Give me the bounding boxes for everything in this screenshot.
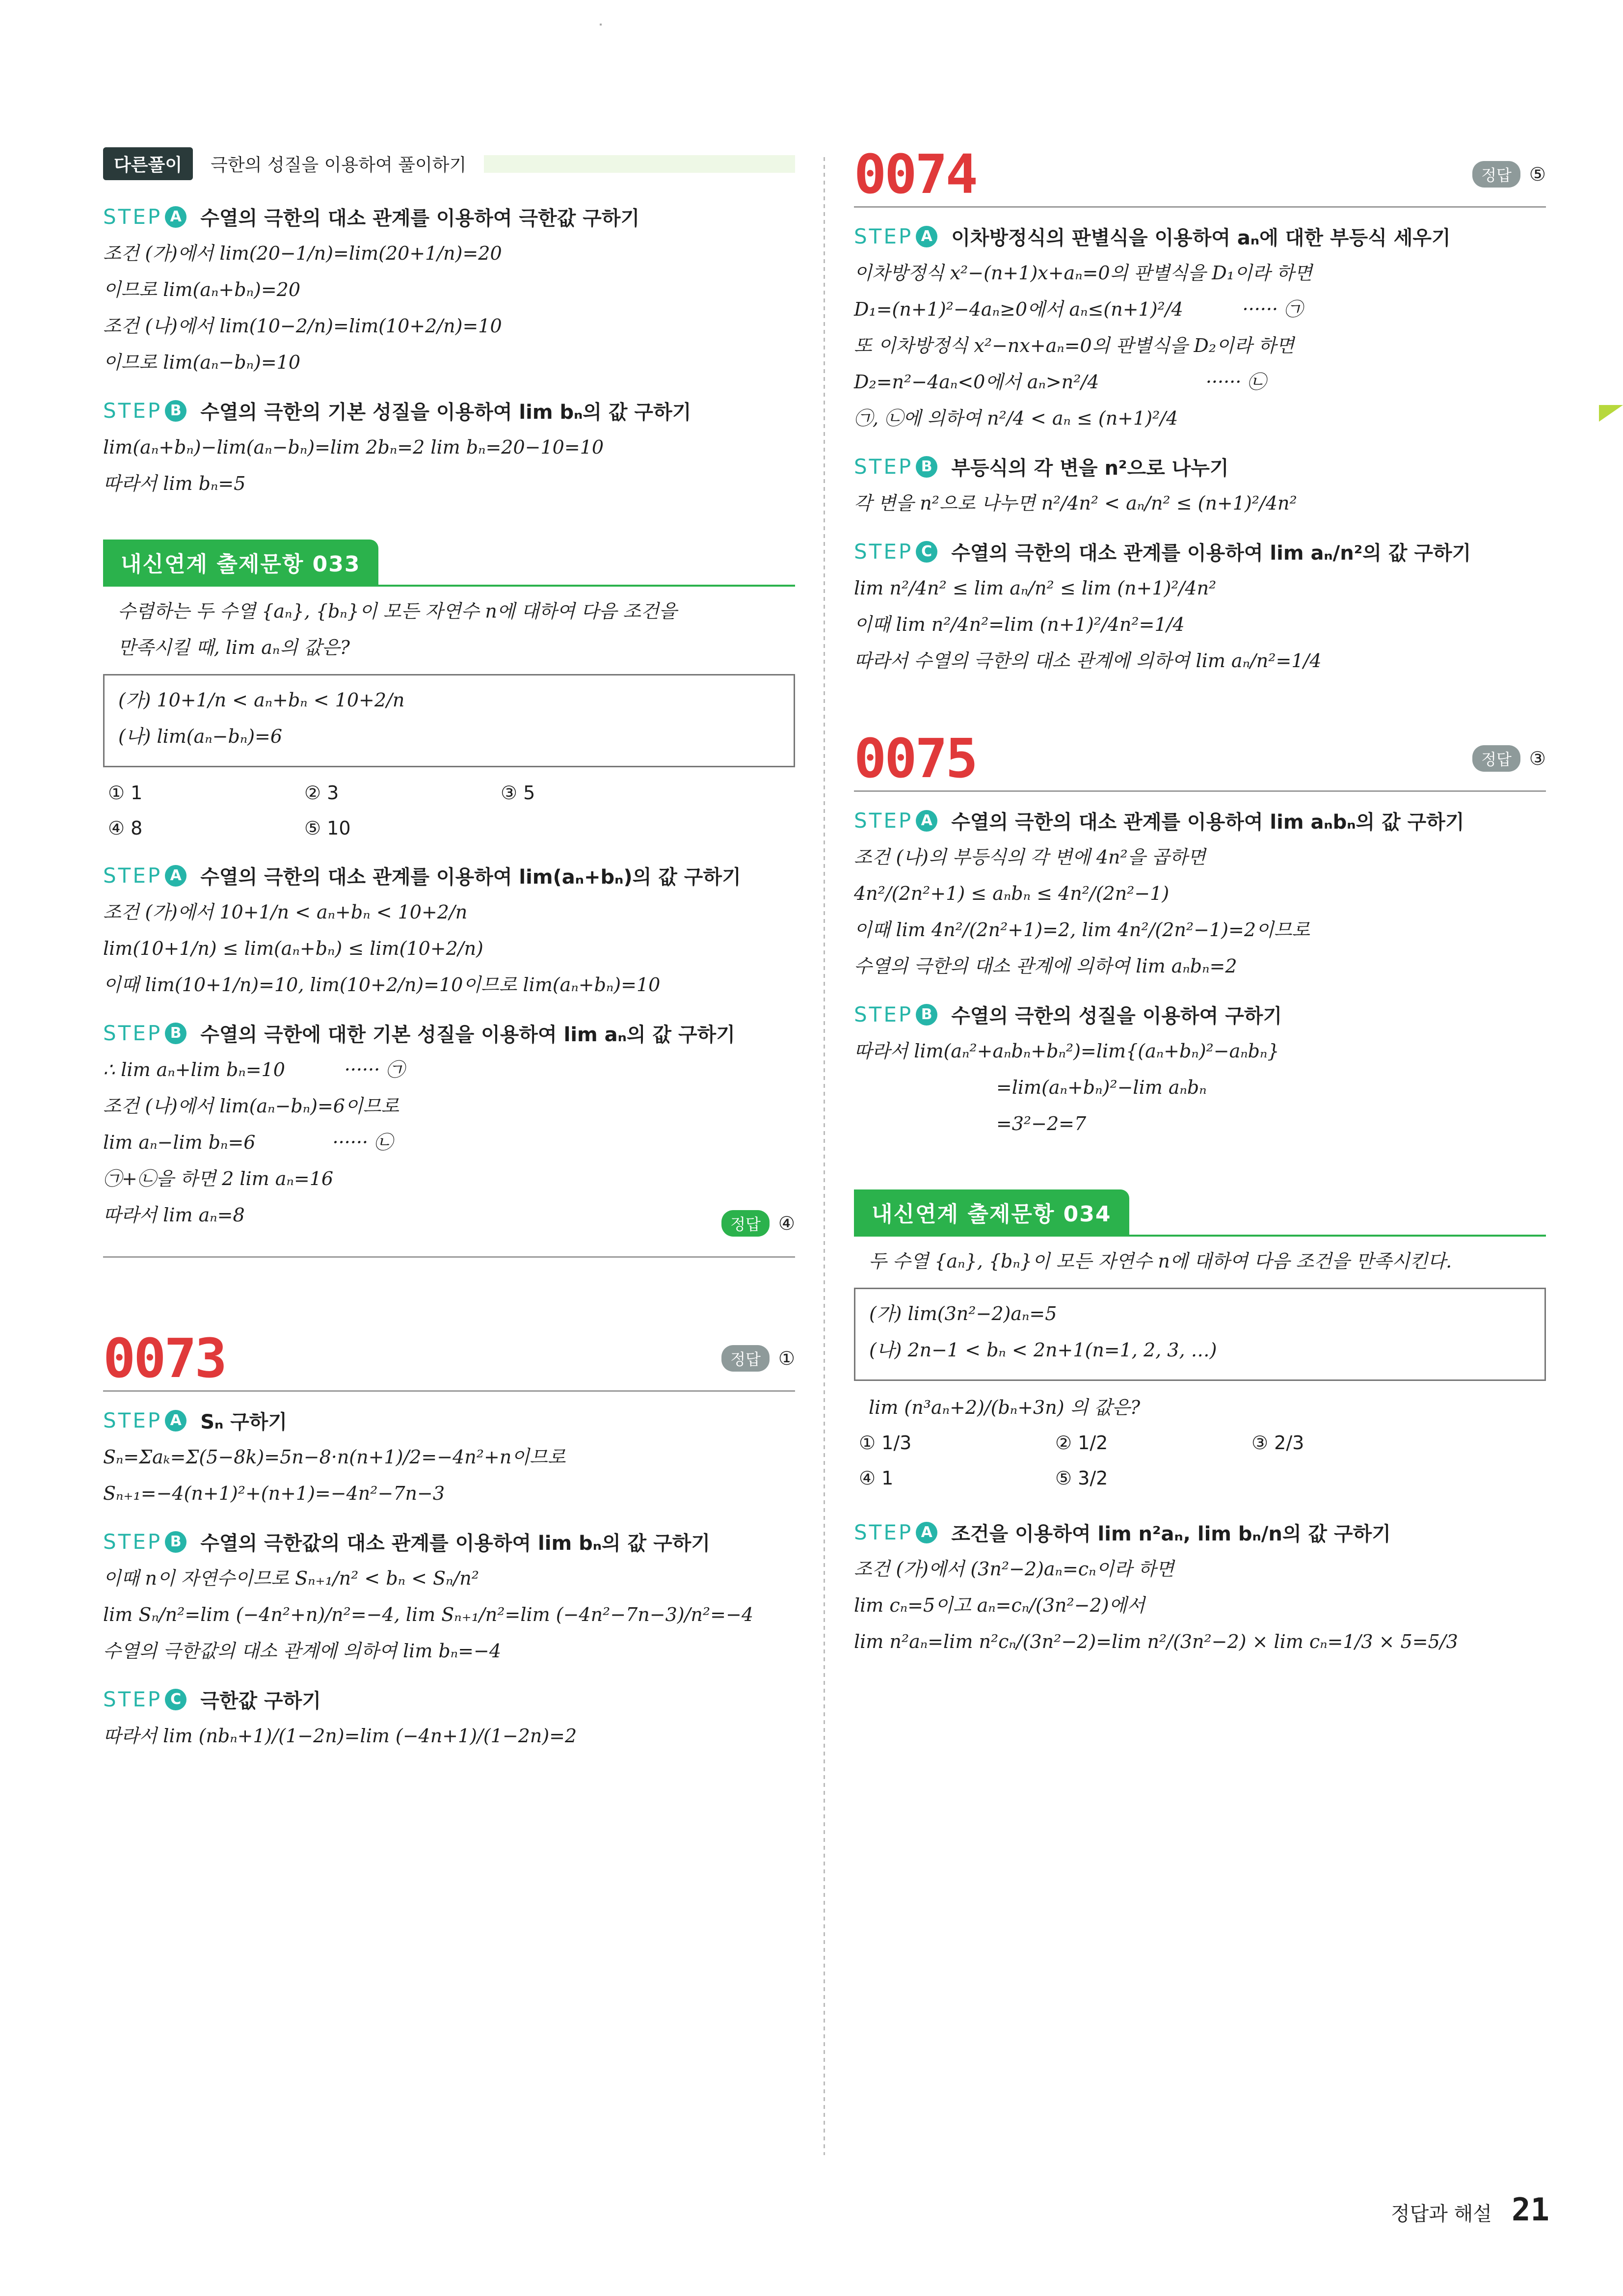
page-footer [1391, 2192, 1549, 2228]
column-divider [824, 157, 825, 2155]
question-text: lim (n³aₙ+2)/(bₙ+3n) 의 값은? [869, 1397, 1141, 1418]
left-column [103, 147, 795, 1760]
p0073-step-c [103, 1685, 795, 1748]
solution-line: 조건 (나)에서 lim(10−2/n)=lim(10+2/n)=10 [103, 315, 502, 337]
step-tag: STEP C [854, 540, 937, 564]
problem-header-0074 [854, 143, 1546, 208]
answer-value: ⑤ [1529, 163, 1546, 185]
solution-line: 이므로 lim(aₙ−bₙ)=10 [103, 351, 301, 373]
step-tag: STEP B [854, 455, 937, 479]
choice-3[interactable]: ③ 5 [501, 782, 535, 804]
step-title: 수열의 극한에 대한 기본 성질을 이용하여 lim aₙ의 값 구하기 [200, 1024, 735, 1046]
solution-line: =lim(aₙ+bₙ)²−lim aₙbₙ [854, 1077, 1207, 1098]
problem-header-0073 [103, 1327, 795, 1392]
solution-line: Sₙ=Σaₖ=Σ(5−8k)=5n−8·n(n+1)/2=−4n²+n이므로 [103, 1446, 566, 1468]
step-title: 수열의 극한의 대소 관계를 이용하여 lim aₙbₙ의 값 구하기 [951, 811, 1464, 834]
solution-line: lim(10+1/n) ≤ lim(aₙ+bₙ) ≤ lim(10+2/n) [103, 938, 483, 959]
step-letter: A [165, 206, 186, 228]
solution-line: 조건 (나)에서 lim(aₙ−bₙ)=6이므로 [103, 1095, 399, 1117]
solution-line: 이차방정식 x²−(n+1)x+aₙ=0의 판별식을 D₁이라 하면 [854, 262, 1312, 284]
solution-line: 따라서 lim aₙ=8 [103, 1204, 245, 1226]
step-letter: A [165, 1410, 186, 1432]
solution-line: 조건 (가)에서 (3n²−2)aₙ=cₙ이라 하면 [854, 1558, 1174, 1580]
step-letter: A [916, 1522, 937, 1543]
solution-line: 이때 lim n²/4n²=lim (n+1)²/4n²=1/4 [854, 614, 1185, 635]
choice-2[interactable]: ② 1/2 [1055, 1432, 1108, 1454]
step-title: 수열의 극한값의 대소 관계를 이용하여 lim bₙ의 값 구하기 [200, 1532, 710, 1555]
print-mark [600, 24, 602, 26]
step-title: 부등식의 각 변을 n²으로 나누기 [951, 457, 1229, 480]
step-letter: A [916, 810, 937, 832]
solution-line: lim n²/4n² ≤ lim aₙ/n² ≤ lim (n+1)²/4n² [854, 577, 1217, 599]
alt-solution-bar [484, 155, 795, 173]
solution-line: 따라서 lim(aₙ²+aₙbₙ+bₙ²)=lim{(aₙ+bₙ)²−aₙbₙ} [854, 1040, 1279, 1062]
step-letter: C [916, 541, 937, 563]
solution-line: 조건 (가)에서 10+1/n < aₙ+bₙ < 10+2/n [103, 901, 468, 923]
related-question-tab: 내신연계 출제문항 033 [103, 540, 378, 585]
solution-line: =3²−2=7 [854, 1113, 1087, 1134]
answer-value: ③ [1529, 748, 1546, 769]
q033-step-b [103, 1019, 795, 1227]
step-tag: STEP B [103, 1021, 186, 1045]
step-letter: B [916, 1004, 937, 1026]
problem-number: 0075 [854, 727, 976, 790]
condition-line: (나) 2n−1 < bₙ < 2n+1(n=1, 2, 3, …) [869, 1339, 1217, 1361]
solution-line: 수열의 극한의 대소 관계에 의하여 lim aₙbₙ=2 [854, 955, 1237, 977]
problem-answer [1472, 745, 1546, 772]
step-letter: B [916, 456, 937, 478]
solution-line: 수열의 극한값의 대소 관계에 의하여 lim bₙ=−4 [103, 1640, 502, 1662]
solution-line: lim n²aₙ=lim n²cₙ/(3n²−2)=lim n²/(3n²−2) × lim cₙ=1/3 × 5=5/3 [854, 1631, 1458, 1652]
answer-badge: 정답 [721, 1345, 770, 1372]
footer-label: 정답과 해설 [1391, 2203, 1492, 2225]
related-question-tab: 내신연계 출제문항 034 [854, 1189, 1129, 1235]
q034-step-a [854, 1518, 1546, 1653]
page-number: 21 [1511, 2192, 1549, 2228]
solution-line: 이므로 lim(aₙ+bₙ)=20 [103, 279, 301, 300]
choice-2[interactable]: ② 3 [304, 782, 339, 804]
step-title: 수열의 극한의 대소 관계를 이용하여 lim aₙ/n²의 값 구하기 [951, 542, 1471, 565]
step-tag: STEP B [103, 399, 186, 423]
solution-line: D₁=(n+1)²−4aₙ≥0에서 aₙ≤(n+1)²/4 ······ ㉠ [854, 298, 1303, 320]
alt-solution-badge: 다른풀이 [103, 147, 193, 180]
question-prompt: 두 수열 {aₙ}, {bₙ}이 모든 자연수 n에 대하여 다음 조건을 만족시킨다. [869, 1250, 1452, 1272]
step-letter: A [916, 226, 937, 247]
step-tag: STEP C [103, 1687, 186, 1711]
answer-value: ④ [778, 1213, 795, 1234]
page-tab-marker [1599, 405, 1623, 422]
problem-number: 0073 [103, 1327, 225, 1390]
solution-line: 이때 lim 4n²/(2n²+1)=2, lim 4n²/(2n²−1)=2이므로 [854, 919, 1310, 941]
answer-badge: 정답 [721, 1210, 770, 1237]
solution-line: 이때 n이 자연수이므로 Sₙ₊₁/n² < bₙ < Sₙ/n² [103, 1567, 479, 1589]
solution-line: lim Sₙ/n²=lim (−4n²+n)/n²=−4, lim Sₙ₊₁/n²=lim (−4n²−7n−3)/n²=−4 [103, 1604, 753, 1625]
step-tag: STEP A [854, 809, 937, 833]
solution-line: ㉠+㉡을 하면 2 lim aₙ=16 [103, 1168, 334, 1189]
step-title: 극한값 구하기 [200, 1690, 321, 1712]
p0074-step-b [854, 453, 1546, 515]
step-title: Sₙ 구하기 [200, 1411, 288, 1433]
step-tag: STEP A [103, 205, 186, 229]
right-column [854, 143, 1546, 1666]
problem-answer [1472, 161, 1546, 188]
condition-box [854, 1288, 1546, 1381]
solution-line: 이때 lim(10+1/n)=10, lim(10+2/n)=10이므로 lim(aₙ+bₙ)=10 [103, 974, 661, 996]
problem-header-0075 [854, 727, 1546, 792]
step-tag: STEP B [103, 1530, 186, 1554]
solution-line: lim aₙ−lim bₙ=6 ······ ㉡ [103, 1132, 393, 1153]
question-prompt: 만족시킬 때, lim aₙ의 값은? [118, 637, 350, 658]
solution-line: D₂=n²−4aₙ<0에서 aₙ>n²/4 ······ ㉡ [854, 371, 1266, 393]
problem-answer [721, 1345, 795, 1372]
step-tag: STEP A [103, 864, 186, 888]
solution-line: ㉠, ㉡에 의하여 n²/4 < aₙ ≤ (n+1)²/4 [854, 407, 1178, 429]
choice-1[interactable]: ① 1/3 [859, 1432, 912, 1454]
q033-step-a [103, 862, 795, 997]
p0073-step-b [103, 1528, 795, 1663]
condition-box [103, 674, 795, 767]
step-letter: B [165, 400, 186, 422]
solution-line: lim(aₙ+bₙ)−lim(aₙ−bₙ)=lim 2bₙ=2 lim bₙ=20−10=10 [103, 436, 604, 458]
p0074-step-c [854, 538, 1546, 673]
step-title: 수열의 극한의 기본 성질을 이용하여 lim bₙ의 값 구하기 [200, 401, 692, 424]
p0075-step-b [854, 1000, 1546, 1135]
choice-3[interactable]: ③ 2/3 [1251, 1432, 1304, 1454]
step-letter: C [165, 1689, 186, 1710]
p0075-step-a [854, 807, 1546, 978]
solution-line: 각 변을 n²으로 나누면 n²/4n² < aₙ/n² ≤ (n+1)²/4n² [854, 492, 1297, 514]
choice-4[interactable]: ④ 1 [859, 1467, 894, 1489]
choice-5[interactable]: ⑤ 10 [304, 817, 351, 839]
answer-badge: 정답 [1472, 745, 1520, 772]
solution-line: Sₙ₊₁=−4(n+1)²+(n+1)=−4n²−7n−3 [103, 1483, 445, 1504]
problem-number: 0074 [854, 143, 976, 206]
solution-line: 조건 (나)의 부등식의 각 변에 4n²을 곱하면 [854, 846, 1206, 868]
related-question-header-034 [854, 1189, 1546, 1237]
step-letter: A [165, 865, 186, 887]
step-tag: STEP A [854, 1520, 937, 1544]
step-tag: STEP B [854, 1002, 937, 1026]
step-tag: STEP A [854, 224, 937, 248]
choice-5[interactable]: ⑤ 3/2 [1055, 1467, 1108, 1489]
step-letter: B [165, 1531, 186, 1553]
solution-line: 또 이차방정식 x²−nx+aₙ=0의 판별식을 D₂이라 하면 [854, 335, 1295, 356]
solution-line: 따라서 lim bₙ=5 [103, 473, 246, 494]
solution-line: lim cₙ=5이고 aₙ=cₙ/(3n²−2)에서 [854, 1594, 1145, 1616]
condition-line: (가) 10+1/n < aₙ+bₙ < 10+2/n [118, 689, 405, 711]
solution-line: 따라서 lim (nbₙ+1)/(1−2n)=lim (−4n+1)/(1−2n)=2 [103, 1725, 577, 1747]
solution-line: ∴ lim aₙ+lim bₙ=10 ······ ㉠ [103, 1059, 405, 1080]
alt-solution-header [103, 147, 795, 180]
choice-4[interactable]: ④ 8 [108, 817, 143, 839]
condition-line: (나) lim(aₙ−bₙ)=6 [118, 726, 283, 747]
step-letter: B [165, 1023, 186, 1044]
p0074-step-a [854, 222, 1546, 430]
solution-line: 4n²/(2n²+1) ≤ aₙbₙ ≤ 4n²/(2n²−1) [854, 883, 1170, 904]
answer-choices [108, 782, 795, 839]
step-title: 수열의 극한의 대소 관계를 이용하여 극한값 구하기 [200, 207, 640, 230]
answer-badge: 정답 [1472, 161, 1520, 188]
answer-choices [859, 1432, 1546, 1489]
step-title: 조건을 이용하여 lim n²aₙ, lim bₙ/n의 값 구하기 [951, 1523, 1391, 1545]
related-question-header-033 [103, 540, 795, 587]
step-title: 수열의 극한의 성질을 이용하여 구하기 [951, 1005, 1282, 1027]
alt-step-a [103, 203, 795, 374]
section-separator [103, 1256, 795, 1258]
question-prompt: 수렴하는 두 수열 {aₙ}, {bₙ}이 모든 자연수 n에 대하여 다음 조건을 [118, 600, 677, 622]
step-tag: STEP A [103, 1408, 186, 1432]
alt-solution-title: 극한의 성질을 이용하여 풀이하기 [211, 155, 467, 175]
solution-line: 따라서 수열의 극한의 대소 관계에 의하여 lim aₙ/n²=1/4 [854, 650, 1322, 672]
solution-line: 조건 (가)에서 lim(20−1/n)=lim(20+1/n)=20 [103, 243, 502, 264]
p0073-step-a [103, 1406, 795, 1505]
step-title: 수열의 극한의 대소 관계를 이용하여 lim(aₙ+bₙ)의 값 구하기 [200, 866, 741, 889]
choice-1[interactable]: ① 1 [108, 782, 143, 804]
alt-step-b [103, 397, 795, 495]
step-title: 이차방정식의 판별식을 이용하여 aₙ에 대한 부등식 세우기 [951, 227, 1451, 249]
answer-value: ① [778, 1348, 795, 1369]
condition-line: (가) lim(3n²−2)aₙ=5 [869, 1303, 1057, 1324]
